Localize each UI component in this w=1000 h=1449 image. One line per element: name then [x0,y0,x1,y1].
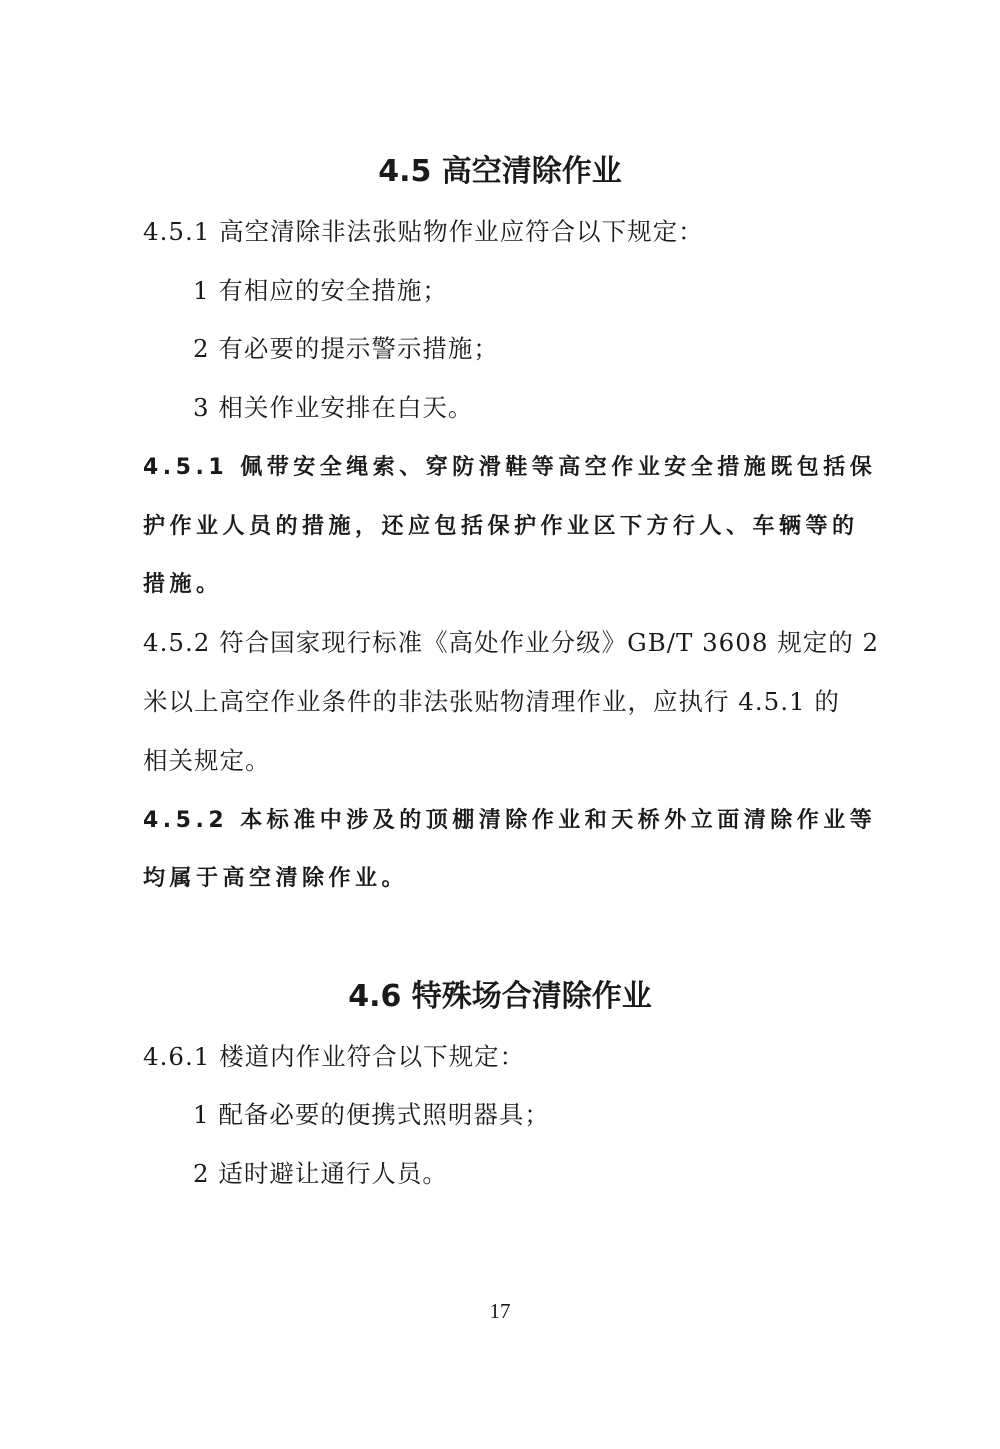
clause-4-5-2-line: 4.5.2 符合国家现行标准《高处作业分级》GB/T 3608 规定的 2 [143,628,880,657]
note-4-5-1-line: 措施。 [143,572,223,597]
clause-4-5-2-line: 相关规定。 [143,746,271,775]
note-4-5-2-line: 4.5.2 本标准中涉及的顶棚清除作业和天桥外立面清除作业等 [143,808,877,833]
clause-4-6-1: 4.6.1 楼道内作业符合以下规定： [143,1042,526,1071]
list-item: 2 适时避让通行人员。 [193,1159,448,1188]
clause-4-5-1: 4.5.1 高空清除非法张贴物作业应符合以下规定： [143,217,704,246]
clause-4-5-2-line: 米以上高空作业条件的非法张贴物清理作业，应执行 4.5.1 的 [143,687,840,716]
list-item: 2 有必要的提示警示措施； [193,334,499,363]
note-4-5-1-line: 4.5.1 佩带安全绳索、穿防滑鞋等高空作业安全措施既包括保 [143,455,877,480]
section-heading-4-5: 4.5 高空清除作业 [378,154,622,189]
list-item: 1 配备必要的便携式照明器具； [193,1100,550,1129]
note-4-5-2-line: 均属于高空清除作业。 [143,866,409,891]
list-item: 1 有相应的安全措施； [193,276,448,305]
page-number: 17 [489,1299,511,1323]
section-heading-4-6: 4.6 特殊场合清除作业 [348,979,652,1014]
note-4-5-1-line: 护作业人员的措施，还应包括保护作业区下方行人、车辆等的 [143,514,859,539]
list-item: 3 相关作业安排在白天。 [193,393,474,422]
